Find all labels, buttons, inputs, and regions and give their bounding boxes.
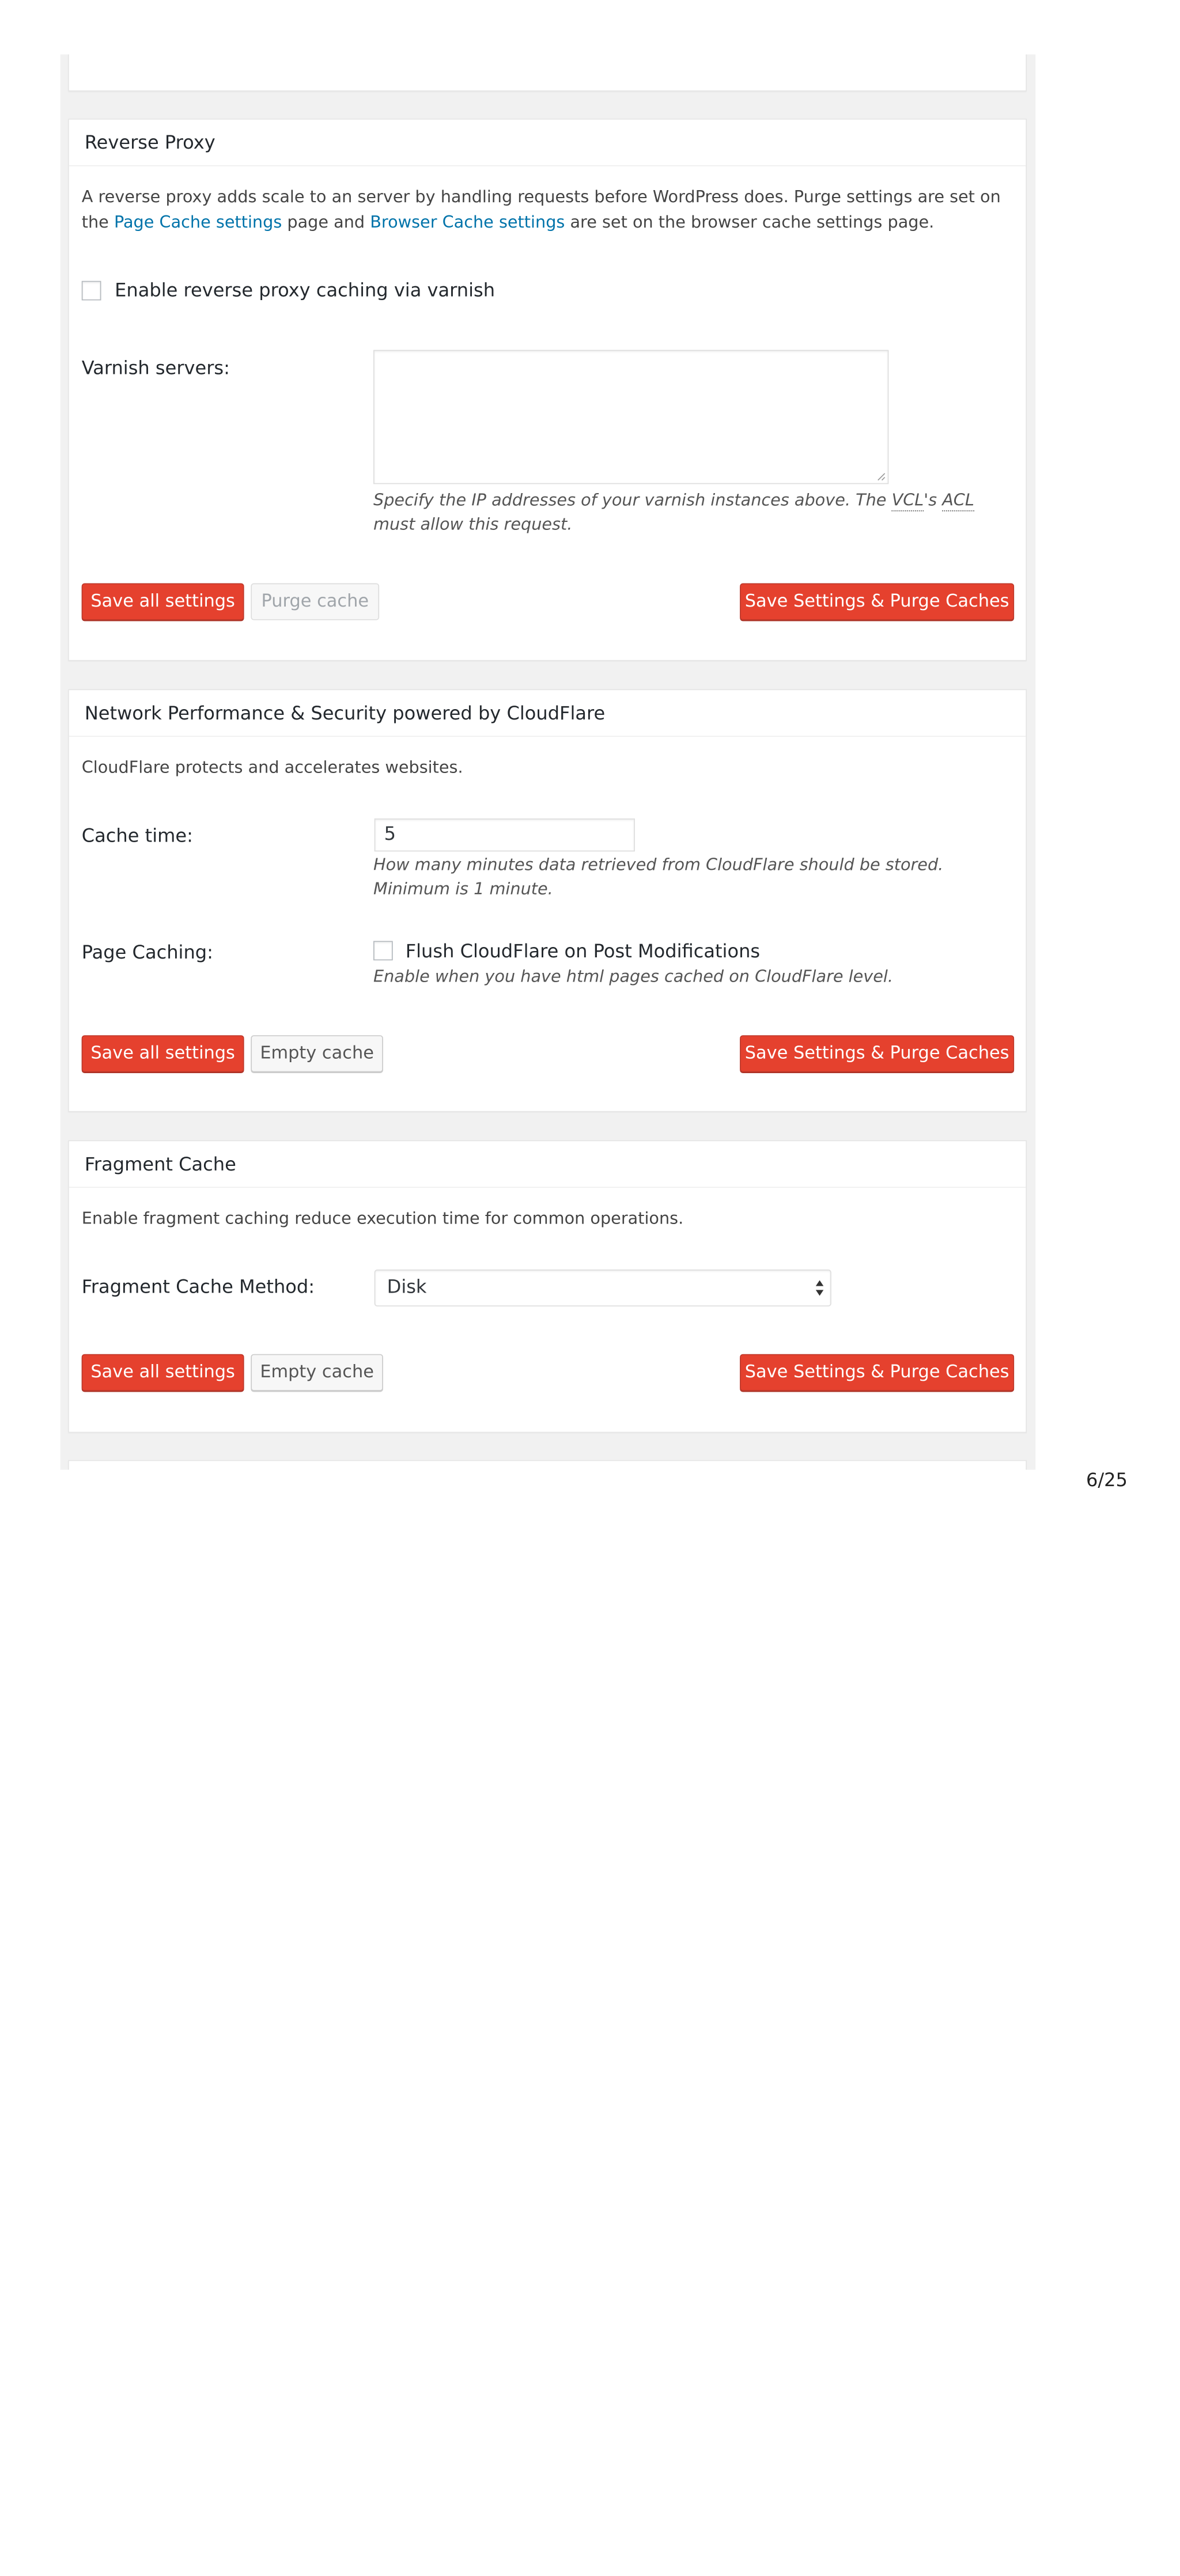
reverse-proxy-title: Reverse Proxy (69, 120, 1026, 166)
flush-cloudflare-checkbox[interactable] (373, 941, 393, 961)
page-number: 6/25 (1086, 1469, 1128, 1491)
select-arrows-icon (815, 1279, 825, 1297)
save-settings-purge-caches-button[interactable]: Save Settings & Purge Caches (740, 584, 1014, 620)
fragment-cache-method-value: Disk (387, 1276, 427, 1298)
page-cache-settings-link[interactable]: Page Cache settings (114, 213, 282, 233)
cache-time-input[interactable] (375, 819, 635, 851)
vcl-abbr: VCL (891, 491, 924, 510)
save-all-settings-button[interactable]: Save all settings (82, 1035, 244, 1072)
fragment-cache-title: Fragment Cache (69, 1141, 1026, 1188)
page-caching-label: Page Caching: (81, 942, 213, 964)
flush-cloudflare-label[interactable]: Flush CloudFlare on Post Modifications (405, 941, 761, 963)
varnish-servers-hint: Specify the IP addresses of your varnish instances above. The VCL's ACL must allow this request. (373, 491, 974, 535)
reverse-proxy-description-line1: A reverse proxy adds scale to an server by handling requests before WordPress does. Purge settings are set on (81, 187, 1001, 207)
fragment-cache-description: Enable fragment caching reduce execution time for common operations. (81, 1209, 684, 1229)
empty-cache-button[interactable]: Empty cache (251, 1035, 383, 1072)
save-settings-purge-caches-button[interactable]: Save Settings & Purge Caches (740, 1354, 1014, 1391)
cache-time-label: Cache time: (81, 825, 193, 847)
enable-reverse-proxy-checkbox[interactable] (82, 281, 101, 301)
settings-page (60, 55, 1036, 1470)
cloudflare-title: Network Performance & Security powered by CloudFlare (69, 690, 1026, 737)
save-settings-purge-caches-button[interactable]: Save Settings & Purge Caches (740, 1035, 1014, 1072)
save-all-settings-button[interactable]: Save all settings (82, 1354, 244, 1391)
enable-reverse-proxy-label[interactable]: Enable reverse proxy caching via varnish (115, 280, 496, 302)
save-all-settings-button[interactable]: Save all settings (82, 584, 244, 620)
fragment-cache-method-select[interactable] (375, 1270, 831, 1306)
next-settings-box (68, 1460, 1027, 1470)
fragment-cache-method-label: Fragment Cache Method: (81, 1276, 315, 1298)
previous-settings-box (68, 55, 1027, 92)
cloudflare-description: CloudFlare protects and accelerates websites. (81, 758, 463, 778)
browser-cache-settings-link[interactable]: Browser Cache settings (370, 213, 565, 233)
flush-cloudflare-hint: Enable when you have html pages cached on CloudFlare level. (373, 967, 893, 987)
resize-handle-icon[interactable] (876, 471, 886, 481)
acl-abbr: ACL (942, 491, 974, 510)
varnish-servers-label: Varnish servers: (81, 358, 230, 380)
cloudflare-box (68, 689, 1027, 1112)
fragment-cache-box (68, 1140, 1027, 1433)
empty-cache-button[interactable]: Empty cache (251, 1354, 383, 1391)
cache-time-value: 5 (384, 823, 396, 845)
purge-cache-button[interactable]: Purge cache (251, 584, 379, 620)
varnish-servers-textarea[interactable] (373, 350, 888, 484)
reverse-proxy-description (82, 185, 1025, 236)
reverse-proxy-box (68, 119, 1027, 661)
cache-time-hint: How many minutes data retrieved from CloudFlare should be stored. Minimum is 1 minute. (373, 855, 944, 899)
reverse-proxy-description-line2: the Page Cache settings page and Browser Cache settings are set on the browser cache settings page. (81, 213, 935, 233)
